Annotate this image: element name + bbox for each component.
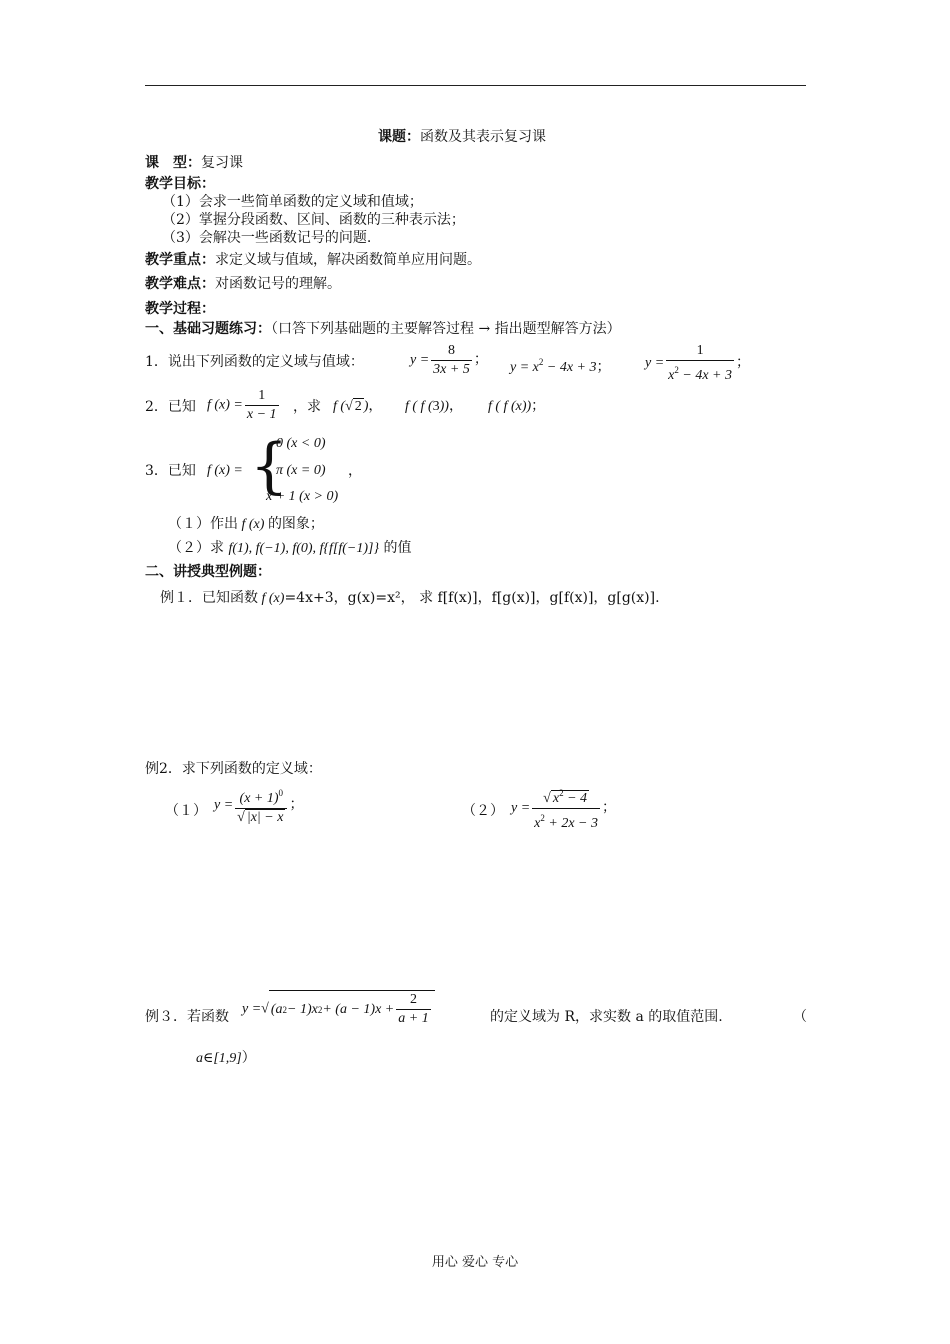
q3-sub2-tail: 的值 <box>383 540 412 556</box>
q2-function: f (x) = $\frac{1}{x - 1}$ <box>207 388 277 422</box>
key-points <box>145 251 481 269</box>
title-label: 课题： <box>378 129 420 145</box>
q3-sub1-tail: 的图象； <box>267 516 324 532</box>
process-label: 教学过程： <box>145 301 215 317</box>
ex3-tail: 的定义域为 R，求实数 a 的取值范围. <box>490 1009 723 1025</box>
q3-sub1-text: （１）作出 <box>168 516 238 532</box>
goal-item: （2）掌握分段函数、区间、函数的三种表示法； <box>162 212 465 228</box>
q3-sub2-items: f(1), f(−1), f(0), f{f[f(−1)]} <box>228 541 380 556</box>
example-1: 例１．已知函数 f (x)=4x+3，g(x)=x²， 求 f[f(x)]，f[g(x)]，g[f(x)]，g[g(x)]. <box>160 590 660 606</box>
ex3-answer-text: a∈[1,9] <box>196 1051 242 1066</box>
section-2-label: 二、讲授典型例题： <box>145 564 271 580</box>
type-value: 复习课 <box>201 155 243 171</box>
ex3-answer <box>196 1050 256 1068</box>
q1-formula-1: y = $\frac{8}{3x + 5}$ ； <box>410 343 488 377</box>
ex3-formula: y =√ (a 2 − 1)x 2 + (a − 1)x + $\frac{2}{a + 1}$ <box>242 990 435 1028</box>
page-title <box>378 128 546 146</box>
q3-text: 3．已知 <box>145 463 196 479</box>
difficulty <box>145 275 341 293</box>
ex2-formula-2: y = $\frac{√ x^2 - 4}{x^2 + 2x - 3}$ ； <box>511 788 616 831</box>
q3-comma: ， <box>348 463 362 479</box>
q3-case-3: x + 1 (x > 0) <box>266 489 339 504</box>
ex2-part-2-label: （２） <box>462 803 504 819</box>
difficulty-value: 对函数记号的理解。 <box>215 276 341 292</box>
q2-tail: ，求 <box>293 399 321 415</box>
q1-formula-3: y = $\frac{1}{x^2 - 4x + 3}$ ； <box>645 343 750 383</box>
lesson-type <box>145 154 243 172</box>
ex2-formula-1: y = $\frac{(x + 1)^0}{√ |x| - x}$ ； <box>214 788 304 825</box>
goal-item: （3）会解决一些函数记号的问题. <box>162 230 372 246</box>
q3-sub-2 <box>168 539 412 558</box>
goals-label: 教学目标： <box>145 176 215 192</box>
ex1-tail: =4x+3，g(x)=x²， 求 f[f(x)]，f[g(x)]，g[f(x)]，g[g(x)]. <box>284 590 660 606</box>
example-3 <box>145 1008 229 1026</box>
section-1-heading <box>145 320 621 338</box>
header-rule <box>145 85 806 86</box>
type-label: 课 型： <box>145 155 201 171</box>
ex3-paren-open: （ <box>793 1009 807 1025</box>
example-2: 例2．求下列函数的定义域： <box>145 761 322 777</box>
q2-item-1: f (√ 2 )， <box>333 399 383 414</box>
ex3-text: 例３．若函数 <box>145 1009 229 1025</box>
question-1 <box>145 353 364 371</box>
q3-function: f (x) = <box>207 463 243 478</box>
q3-sub-1: （１）作出 f (x) 的图象； <box>168 516 324 532</box>
ex2-part-1-label: （１） <box>165 803 207 819</box>
goal-item: （1）会求一些简单函数的定义域和值域； <box>162 194 423 210</box>
question-3 <box>145 462 196 480</box>
title-text: 函数及其表示复习课 <box>420 129 546 145</box>
key-label: 教学重点： <box>145 252 215 268</box>
ex1-text: 例１．已知函数 <box>160 590 258 606</box>
difficulty-label: 教学难点： <box>145 276 215 292</box>
left-brace-icon: { <box>250 431 289 501</box>
ex3-paren-close: ） <box>241 1051 256 1066</box>
q3-sub2-text: （２）求 <box>168 540 224 556</box>
footer: 用心 爱心 专心 <box>431 1255 519 1270</box>
question-2 <box>145 398 196 416</box>
q3-case-2: π (x = 0) <box>276 463 326 478</box>
section-1-label: 一、基础习题练习： <box>145 321 271 337</box>
q2-text: 2．已知 <box>145 399 196 415</box>
key-value: 求定义域与值域，解决函数简单应用问题。 <box>215 252 481 268</box>
section-1-note: （口答下列基础题的主要解答过程 → 指出题型解答方法） <box>271 321 621 337</box>
q1-text: 1．说出下列函数的定义域与值域： <box>145 354 364 370</box>
q1-formula-2: $y = x^2 - 4x + 3$； <box>510 357 611 375</box>
q2-item-3: f ( f (x))； <box>488 399 546 414</box>
q3-case-1: 0 (x < 0) <box>276 436 326 451</box>
q2-item-2: f ( f (3))， <box>405 399 463 414</box>
